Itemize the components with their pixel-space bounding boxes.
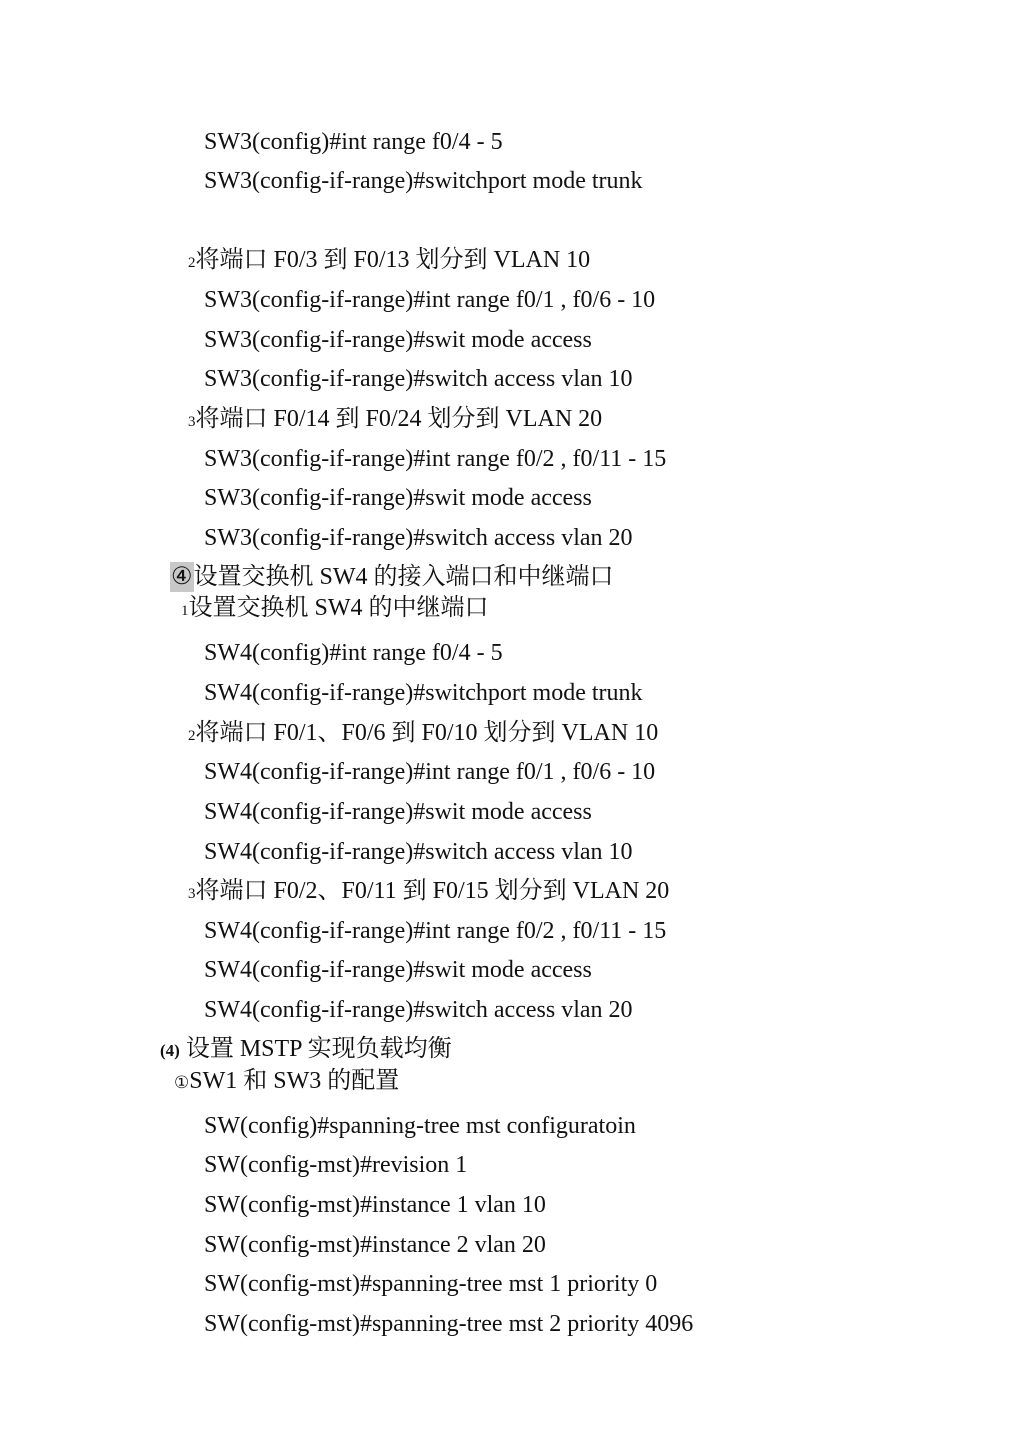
command-line: SW(config-mst)#spanning-tree mst 2 priority 4096 bbox=[204, 1311, 694, 1337]
command-line: SW(config-mst)#instance 1 vlan 10 bbox=[204, 1192, 546, 1218]
command-line: SW3(config-if-range)#swit mode access bbox=[204, 485, 592, 511]
step-heading-text: 设置交换机 SW4 的中继端口 bbox=[188, 595, 489, 621]
step-heading bbox=[188, 245, 590, 278]
command-line: SW4(config)#int range f0/4 - 5 bbox=[204, 640, 503, 666]
step-heading bbox=[188, 876, 669, 909]
command-line: SW(config-mst)#spanning-tree mst 1 priority 0 bbox=[204, 1271, 658, 1297]
part-heading bbox=[160, 1034, 452, 1066]
command-line: SW3(config-if-range)#switchport mode trunk bbox=[204, 168, 643, 194]
subsection-heading-text: SW1 和 SW3 的配置 bbox=[189, 1068, 400, 1094]
command-line: SW3(config-if-range)#swit mode access bbox=[204, 327, 592, 353]
step-number: 2 bbox=[188, 728, 196, 744]
command-line: SW4(config-if-range)#int range f0/1 , f0/6 - 10 bbox=[204, 759, 656, 785]
part-heading-text: 设置 MSTP 实现负载均衡 bbox=[179, 1036, 452, 1062]
command-line: SW4(config-if-range)#swit mode access bbox=[204, 799, 592, 825]
command-line: SW4(config-if-range)#swit mode access bbox=[204, 957, 592, 983]
command-line: SW(config)#spanning-tree mst configuratoin bbox=[204, 1113, 636, 1139]
step-heading-text: 将端口 F0/14 到 F0/24 划分到 VLAN 20 bbox=[195, 406, 603, 432]
subsection-marker: ① bbox=[174, 1073, 190, 1092]
step-heading bbox=[188, 404, 602, 437]
step-number: 1 bbox=[181, 603, 189, 619]
command-line: SW4(config-if-range)#switchport mode trunk bbox=[204, 680, 643, 706]
command-line: SW4(config-if-range)#int range f0/2 , f0/11 - 15 bbox=[204, 918, 667, 944]
section-marker: ④ bbox=[171, 564, 193, 590]
command-line: SW3(config-if-range)#int range f0/2 , f0/11 - 15 bbox=[204, 446, 667, 472]
step-heading-text: 将端口 F0/1、F0/6 到 F0/10 划分到 VLAN 10 bbox=[195, 720, 659, 746]
step-heading-text: 将端口 F0/3 到 F0/13 划分到 VLAN 10 bbox=[195, 247, 591, 273]
step-number: 2 bbox=[188, 255, 196, 271]
step-number: 3 bbox=[188, 886, 196, 902]
section-heading-text: 设置交换机 SW4 的接入端口和中继端口 bbox=[193, 564, 614, 590]
part-marker: (4) bbox=[160, 1041, 180, 1060]
command-line: SW3(config-if-range)#switch access vlan 10 bbox=[204, 366, 633, 392]
command-line: SW4(config-if-range)#switch access vlan 10 bbox=[204, 839, 633, 865]
step-heading bbox=[181, 593, 489, 626]
command-line: SW(config-mst)#instance 2 vlan 20 bbox=[204, 1232, 546, 1258]
command-line: SW(config-mst)#revision 1 bbox=[204, 1152, 468, 1178]
step-number: 3 bbox=[188, 414, 196, 430]
section-heading bbox=[170, 562, 614, 592]
subsection-heading bbox=[174, 1066, 399, 1098]
command-line: SW3(config-if-range)#switch access vlan 20 bbox=[204, 525, 633, 551]
step-heading bbox=[188, 718, 658, 751]
command-line: SW3(config-if-range)#int range f0/1 , f0/6 - 10 bbox=[204, 287, 656, 313]
command-line: SW4(config-if-range)#switch access vlan 20 bbox=[204, 997, 633, 1023]
step-heading-text: 将端口 F0/2、F0/11 到 F0/15 划分到 VLAN 20 bbox=[195, 878, 670, 904]
command-line: SW3(config)#int range f0/4 - 5 bbox=[204, 129, 503, 155]
